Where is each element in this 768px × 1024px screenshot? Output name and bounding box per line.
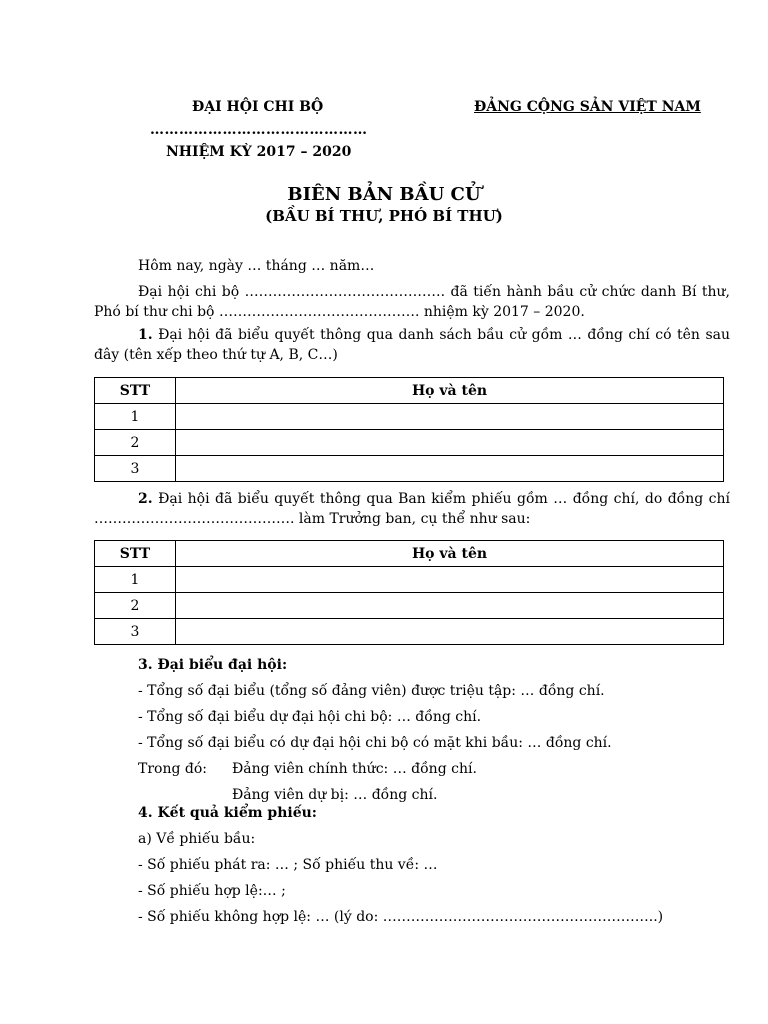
congress-line: Đại hội chi bộ ……………………………………. đã tiến hành bầu cử chức danh Bí thư, Phó bí thư chi bộ ……………………………………. nhiệm kỳ 2017 – 2020. <box>94 284 730 320</box>
table-row <box>95 430 724 456</box>
name-cell <box>176 593 724 619</box>
row-number: 2 <box>95 593 176 619</box>
table-header-row <box>95 378 724 404</box>
table-row <box>95 567 724 593</box>
invalid-ballots-line: - Số phiếu không hợp lệ: … (lý do: …………………………………………………..) <box>138 909 664 925</box>
in-which-label: Trong đó: <box>138 761 207 777</box>
name-cell <box>176 430 724 456</box>
term-label: NHIỆM KỲ 2017 – 2020 <box>166 144 352 160</box>
ballots-issued-line: - Số phiếu phát ra: … ; Số phiếu thu về: … <box>138 857 438 873</box>
name-header: Họ và tên <box>176 541 724 567</box>
ballot-subheading: a) Về phiếu bầu: <box>138 831 256 847</box>
section-1-paragraph <box>94 325 730 365</box>
congress-org-dots: ……………………………………… <box>150 122 368 138</box>
delegates-present-line: - Tổng số đại biểu có dự đại hội chi bộ có mặt khi bầu: … đồng chí. <box>138 735 612 751</box>
name-cell <box>176 619 724 645</box>
section-2-paragraph <box>94 489 730 529</box>
name-header: Họ và tên <box>176 378 724 404</box>
section-2-number: 2. <box>138 491 153 507</box>
row-number: 3 <box>95 456 176 482</box>
congress-org-label: ĐẠI HỘI CHI BỘ <box>192 99 324 115</box>
official-members-line: Đảng viên chính thức: … đồng chí. <box>232 761 477 777</box>
delegates-attended-line: - Tổng số đại biểu dự đại hội chi bộ: … đồng chí. <box>138 709 482 725</box>
stt-header: STT <box>95 541 176 567</box>
row-number: 3 <box>95 619 176 645</box>
counting-committee-table <box>94 540 724 645</box>
section-4-heading: 4. Kết quả kiểm phiếu: <box>138 805 317 821</box>
date-line: Hôm nay, ngày … tháng … năm… <box>138 258 375 274</box>
table-row <box>95 619 724 645</box>
document-title: BIÊN BẢN BẦU CỬ <box>287 184 481 205</box>
delegates-summoned-line: - Tổng số đại biểu (tổng số đảng viên) được triệu tập: … đồng chí. <box>138 683 605 699</box>
document-subtitle: (BẦU BÍ THƯ, PHÓ BÍ THƯ) <box>265 207 503 225</box>
valid-ballots-line: - Số phiếu hợp lệ:… ; <box>138 883 286 899</box>
table-header-row <box>95 541 724 567</box>
section-1-text: Đại hội đã biểu quyết thông qua danh sách bầu cử gồm … đồng chí có tên sau đây (tên xếp theo thứ tự A, B, C…) <box>94 327 730 363</box>
row-number: 2 <box>95 430 176 456</box>
section-1-number: 1. <box>138 327 153 343</box>
section-2-text: Đại hội đã biểu quyết thông qua Ban kiểm phiếu gồm … đồng chí, do đồng chí ……………………………………. làm Trưởng ban, cụ thể như sau: <box>94 491 731 527</box>
party-name: ĐẢNG CỘNG SẢN VIỆT NAM <box>474 99 701 115</box>
section-3-heading: 3. Đại biểu đại hội: <box>138 657 288 673</box>
reserve-members-line: Đảng viên dự bị: … đồng chí. <box>232 787 438 803</box>
name-cell <box>176 404 724 430</box>
stt-header: STT <box>95 378 176 404</box>
name-cell <box>176 567 724 593</box>
row-number: 1 <box>95 404 176 430</box>
table-row <box>95 593 724 619</box>
name-cell <box>176 456 724 482</box>
candidate-table <box>94 377 724 482</box>
row-number: 1 <box>95 567 176 593</box>
table-row <box>95 404 724 430</box>
table-row <box>95 456 724 482</box>
